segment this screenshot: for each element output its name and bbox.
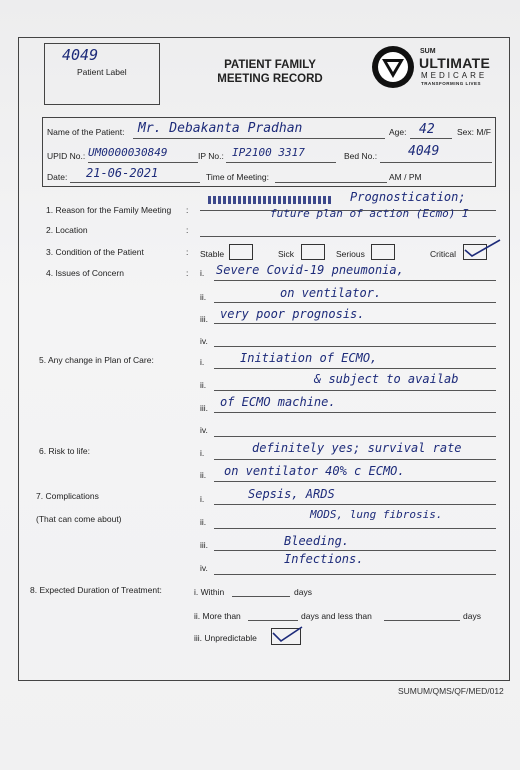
risk-1: definitely yes; survival rate bbox=[252, 441, 462, 455]
bed-label: Bed No.: bbox=[344, 151, 378, 161]
page-title bbox=[200, 58, 340, 86]
cond-serious-checkbox[interactable] bbox=[371, 244, 395, 260]
reason-line-2: future plan of action (Ecmo) I bbox=[270, 207, 469, 220]
form-code: SUMUM/QMS/QF/MED/012 bbox=[398, 686, 504, 696]
risk-label: 6. Risk to life: bbox=[39, 446, 91, 456]
issue-3: very poor prognosis. bbox=[220, 307, 365, 321]
upid-value: UM0000030849 bbox=[88, 146, 168, 159]
plan-3: of ECMO machine. bbox=[220, 395, 336, 409]
upid-label: UPID No.: bbox=[47, 151, 86, 161]
dur-unpredictable-label: iii. Unpredictable bbox=[194, 633, 257, 643]
age-value: 42 bbox=[419, 122, 435, 137]
cond-sick-checkbox[interactable] bbox=[301, 244, 325, 260]
comp-4: Infections. bbox=[284, 552, 364, 566]
sex-label: Sex: M/F bbox=[457, 127, 492, 137]
name-value: Mr. Debakanta Pradhan bbox=[138, 121, 303, 136]
brand-sum: SUM bbox=[420, 48, 436, 55]
cond-stable-label: Stable bbox=[200, 249, 225, 259]
dur-less-label: days and less than bbox=[301, 611, 372, 621]
location-label: 2. Location bbox=[46, 225, 88, 235]
ampm-label: AM / PM bbox=[389, 172, 422, 182]
name-label: Name of the Patient: bbox=[47, 127, 125, 137]
brand-sub: MEDICARE bbox=[421, 71, 488, 80]
plan-1: Initiation of ECMO, bbox=[240, 351, 378, 365]
plan-label: 5. Any change in Plan of Care: bbox=[39, 355, 154, 365]
dur-days-label: days bbox=[294, 587, 312, 597]
cond-critical-label: Critical bbox=[430, 249, 456, 259]
brand-logo-icon bbox=[370, 44, 416, 95]
comp-1: Sepsis, ARDS bbox=[248, 487, 335, 501]
check-mark-icon bbox=[270, 624, 304, 649]
dur-within-label: i. Within bbox=[194, 587, 225, 597]
age-label: Age: bbox=[389, 127, 407, 137]
comp-label: 7. Complications bbox=[36, 491, 99, 501]
patient-label-handwritten: 4049 bbox=[62, 46, 99, 64]
comp-3: Bleeding. bbox=[284, 534, 350, 548]
ip-value: IP2100 3317 bbox=[232, 146, 305, 159]
issue-1: Severe Covid-19 pneumonia, bbox=[216, 263, 404, 277]
date-value: 21-06-2021 bbox=[86, 166, 159, 180]
reason-label: 1. Reason for the Family Meeting bbox=[46, 205, 172, 215]
ip-label: IP No.: bbox=[198, 151, 224, 161]
brand-name: ULTIMATE bbox=[419, 55, 491, 71]
time-label: Time of Meeting: bbox=[206, 172, 269, 182]
reason-line-1: Prognostication; bbox=[350, 190, 466, 204]
date-label: Date: bbox=[47, 172, 68, 182]
dur-days2-label: days bbox=[463, 611, 481, 621]
cond-sick-label: Sick bbox=[278, 249, 295, 259]
comp-2: MODS, lung fibrosis. bbox=[310, 508, 443, 521]
bed-value: 4049 bbox=[408, 144, 440, 159]
condition-label: 3. Condition of the Patient bbox=[46, 247, 144, 257]
issue-2: on ventilator. bbox=[280, 286, 382, 300]
issues-label: 4. Issues of Concern bbox=[46, 268, 124, 278]
title-line-2: MEETING RECORD bbox=[217, 73, 323, 85]
brand-tagline: TRANSFORMING LIVES bbox=[421, 81, 482, 86]
risk-2: on ventilator 40% c ECMO. bbox=[224, 464, 405, 478]
cond-serious-label: Serious bbox=[336, 249, 365, 259]
duration-label: 8. Expected Duration of Treatment: bbox=[30, 585, 162, 595]
plan-2: & subject to availab bbox=[314, 372, 459, 386]
title-line-1: PATIENT FAMILY bbox=[224, 59, 316, 71]
patient-label-caption: Patient Label bbox=[77, 67, 127, 77]
cond-stable-checkbox[interactable] bbox=[229, 244, 253, 260]
scribble-strikeout bbox=[208, 196, 333, 204]
check-mark-icon bbox=[462, 238, 502, 265]
comp-sub-label: (That can come about) bbox=[36, 514, 122, 524]
dur-more-label: ii. More than bbox=[194, 611, 241, 621]
